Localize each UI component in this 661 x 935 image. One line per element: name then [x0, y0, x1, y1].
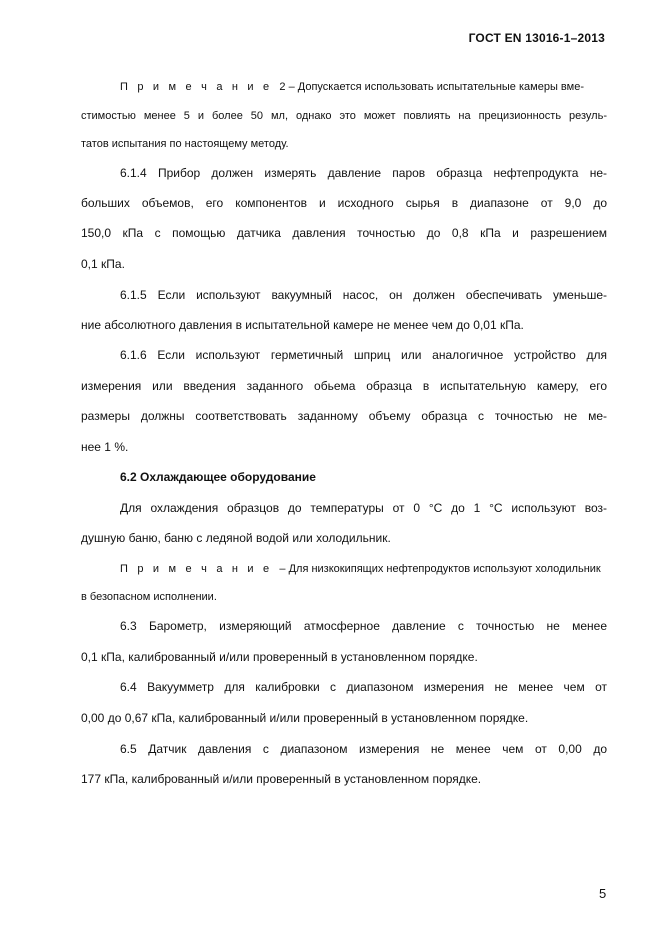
note-3-line-1 — [120, 562, 607, 576]
para-6-2-line-2: душную баню, баню с ледяной водой или холодильник. — [81, 531, 391, 545]
para-6-1-4-line-2: больших объемов, его компонентов и исходного сырья в диапазоне от 9,0 до — [81, 196, 607, 210]
note-2-line-3: татов испытания по настоящему методу. — [81, 138, 289, 150]
para-6-4-line-1: 6.4 Вакуумметр для калибровки с диапазоном измерения не менее чем от — [120, 680, 607, 694]
para-6-1-6-line-3: размеры должны соответствовать заданному объему образца с точностью не ме- — [81, 409, 607, 423]
para-6-1-4-line-3: 150,0 кПа с помощью датчика давления точностью до 0,8 кПа и разрешением — [81, 226, 607, 240]
note-label: П р и м е ч а н и е — [120, 81, 273, 93]
document-code: ГОСТ EN 13016-1–2013 — [468, 31, 605, 45]
note-label: П р и м е ч а н и е — [120, 563, 273, 575]
para-6-1-4-line-4: 0,1 кПа. — [81, 257, 125, 271]
page-number: 5 — [599, 886, 607, 901]
para-6-1-6-line-1: 6.1.6 Если используют герметичный шприц или аналогичное устройство для — [120, 348, 607, 362]
para-6-3-line-2: 0,1 кПа, калиброванный и/или проверенный в установленном порядке. — [81, 650, 478, 664]
para-6-3-line-1: 6.3 Барометр, измеряющий атмосферное давление с точностью не менее — [120, 619, 607, 633]
para-6-1-4-line-1: 6.1.4 Прибор должен измерять давление паров образца нефтепродукта не- — [120, 166, 607, 180]
section-6-2-heading: 6.2 Охлаждающее оборудование — [120, 470, 316, 484]
note-2-line-1 — [120, 80, 607, 94]
note-3-line-2: в безопасном исполнении. — [81, 591, 217, 603]
para-6-2-line-1: Для охлаждения образцов до температуры от 0 °C до 1 °C используют воз- — [120, 501, 607, 515]
para-6-5-line-2: 177 кПа, калиброванный и/или проверенный в установленном порядке. — [81, 772, 482, 786]
para-6-1-5-line-1: 6.1.5 Если используют вакуумный насос, он должен обеспечивать уменьше- — [120, 288, 607, 302]
para-6-1-6-line-4: нее 1 %. — [81, 440, 129, 454]
note-3-text: – Для низкокипящих нефтепродуктов используют холодильник — [279, 563, 601, 575]
note-2-text: 2 – Допускается использовать испытательные камеры вме- — [279, 81, 584, 93]
note-2-line-2: стимостью менее 5 и более 50 мл, однако это может повлиять на прецизионность резуль- — [81, 110, 607, 122]
para-6-1-5-line-2: ние абсолютного давления в испытательной камере не менее чем до 0,01 кПа. — [81, 318, 524, 332]
para-6-5-line-1: 6.5 Датчик давления с диапазоном измерения не менее чем от 0,00 до — [120, 742, 607, 756]
para-6-4-line-2: 0,00 до 0,67 кПа, калиброванный и/или проверенный в установленном порядке. — [81, 711, 529, 725]
para-6-1-6-line-2: измерения или введения заданного обьема образца в испытательную камеру, его — [81, 379, 607, 393]
